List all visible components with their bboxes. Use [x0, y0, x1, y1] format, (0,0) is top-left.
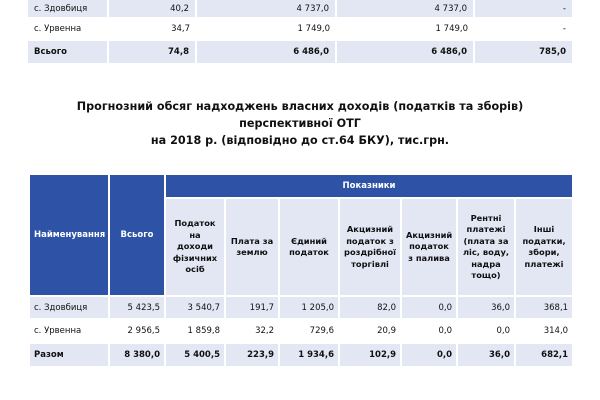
cell: 682,1: [515, 343, 573, 367]
cell: 36,0: [457, 296, 515, 319]
cell: 34,7: [108, 17, 196, 41]
cell: 729,6: [279, 319, 339, 343]
row-total: 2 956,5: [109, 319, 165, 343]
cell: 74,8: [108, 41, 196, 63]
cell: 20,9: [339, 319, 401, 343]
cell: 6 486,0: [196, 41, 336, 63]
row-name: с. Урвенна: [29, 319, 109, 343]
cell: 3 540,7: [165, 296, 225, 319]
header-name: Найменування: [29, 174, 109, 296]
previous-table: [28, 0, 572, 63]
cell: 314,0: [515, 319, 573, 343]
section-heading: [0, 98, 600, 149]
cell: 6 486,0: [336, 41, 474, 63]
cell: 1 934,6: [279, 343, 339, 367]
cell: 40,2: [108, 0, 196, 17]
cell: -: [474, 0, 572, 17]
cell: 4 737,0: [336, 0, 474, 17]
cell: 82,0: [339, 296, 401, 319]
revenue-table: [28, 173, 574, 368]
row-name: с. Здовбиця: [28, 0, 108, 17]
heading-line-3: на 2018 р. (відповідно до ст.64 БКУ), тис.грн.: [150, 134, 450, 147]
row-name: Разом: [29, 343, 109, 367]
row-total: 5 423,5: [109, 296, 165, 319]
table-row: [29, 319, 573, 343]
cell: 32,2: [225, 319, 279, 343]
cell: 36,0: [457, 343, 515, 367]
row-name: с. Здовбиця: [29, 296, 109, 319]
header-col: Акцизний податок з палива: [401, 198, 457, 296]
cell: 4 737,0: [196, 0, 336, 17]
cell: 368,1: [515, 296, 573, 319]
header-total: Всього: [109, 174, 165, 296]
table-row: [28, 17, 572, 41]
header-col: Податок на доходи фізичних осіб: [165, 198, 225, 296]
cell: 102,9: [339, 343, 401, 367]
header-col: Акцизний податок з роздрібної торгівлі: [339, 198, 401, 296]
cell: 191,7: [225, 296, 279, 319]
cell: 0,0: [401, 343, 457, 367]
cell: 1 749,0: [336, 17, 474, 41]
cell: 0,0: [457, 319, 515, 343]
row-name: с. Урвенна: [28, 17, 108, 41]
row-name: Всього: [28, 41, 108, 63]
cell: 0,0: [401, 296, 457, 319]
cell: -: [474, 17, 572, 41]
cell: 1 859,8: [165, 319, 225, 343]
header-col: Інші податки, збори, платежі: [515, 198, 573, 296]
cell: 5 400,5: [165, 343, 225, 367]
row-total: 8 380,0: [109, 343, 165, 367]
cell: 1 205,0: [279, 296, 339, 319]
table-row: [28, 0, 572, 17]
cell: 223,9: [225, 343, 279, 367]
table-row-total: [28, 41, 572, 63]
header-col: Плата за землю: [225, 198, 279, 296]
cell: 1 749,0: [196, 17, 336, 41]
heading-line-1: Прогнозний обсяг надходжень власних доходів (податків та зборів): [76, 100, 524, 113]
table-row-total: [29, 343, 573, 367]
header-group: Показники: [165, 174, 573, 198]
table-row: [29, 296, 573, 319]
heading-line-2: перспективної ОТГ: [239, 117, 361, 130]
cell: 785,0: [474, 41, 572, 63]
header-col: Рентні платежі (плата за ліс, воду, надра тощо): [457, 198, 515, 296]
header-col: Єдиний податок: [279, 198, 339, 296]
cell: 0,0: [401, 319, 457, 343]
